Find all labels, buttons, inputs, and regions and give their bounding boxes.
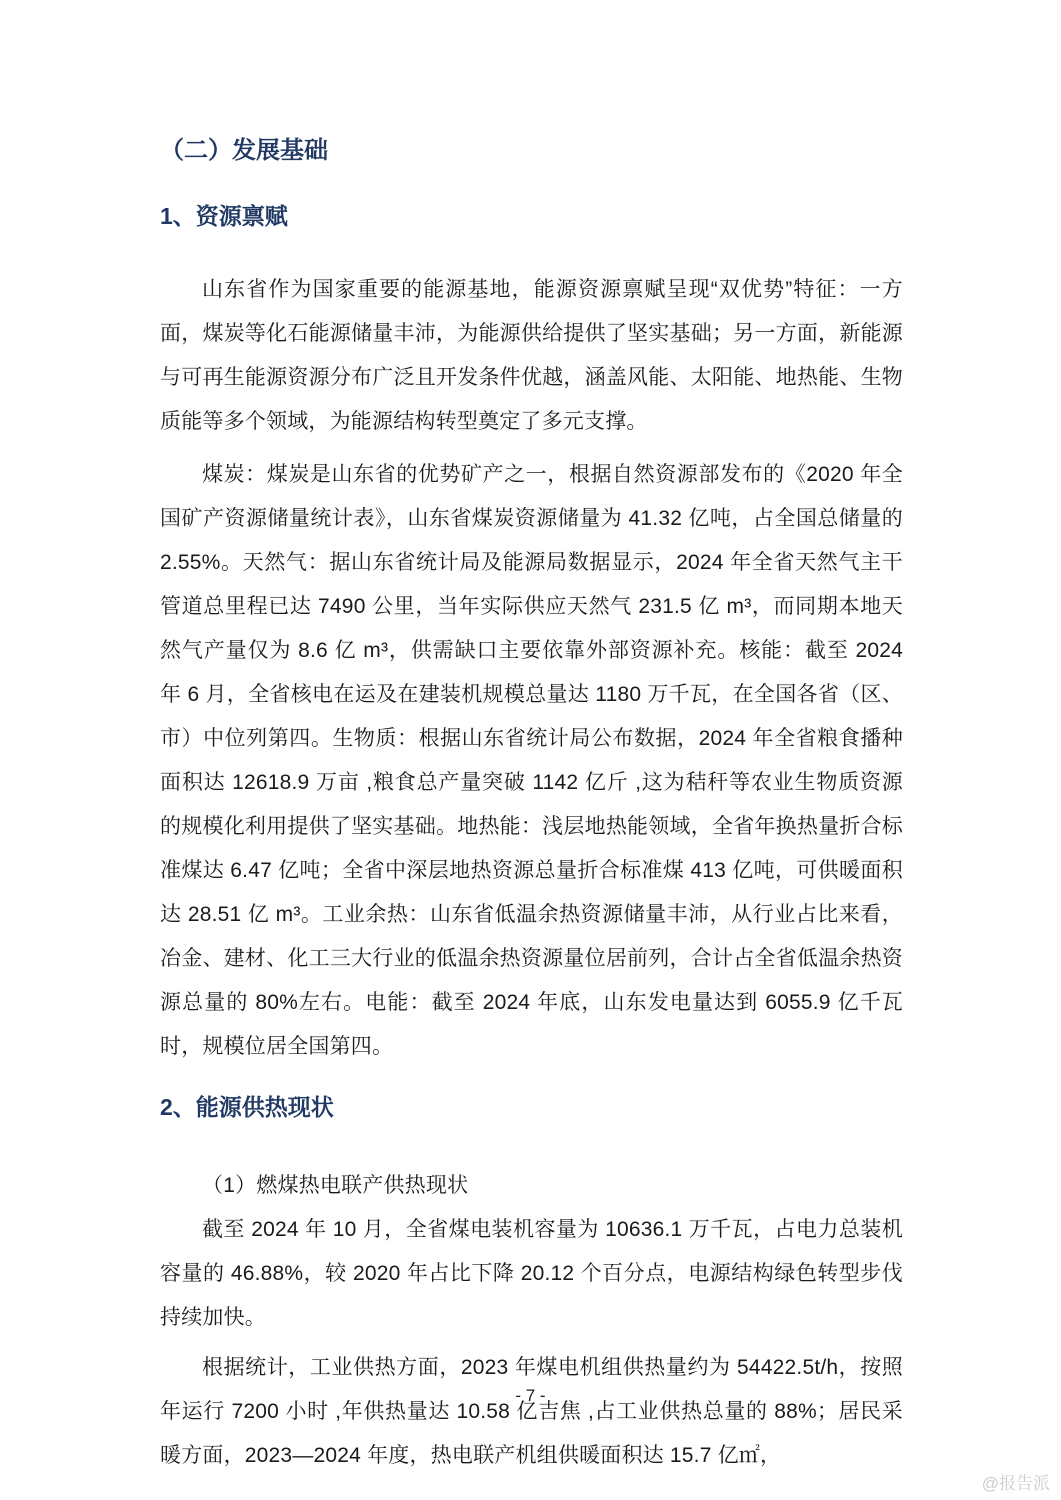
subsection-1-heading: 1、资源禀赋 [160, 203, 288, 229]
paragraph-resource-overview: 山东省作为国家重要的能源基地，能源资源禀赋呈现“双优势”特征：一方面，煤炭等化石能源储量丰沛，为能源供给提供了坚实基础；另一方面，新能源与可再生能源资源分布广泛且开发条件优越，涵盖风能、太阳能、地热能、生物质能等多个领域，为能源结构转型奠定了多元支撑。 [160, 278, 903, 433]
page-number: - 7 - [515, 1386, 546, 1405]
item-1-heading: （1）燃煤热电联产供热现状 [202, 1174, 469, 1197]
paragraph-coal-power-status: 截至 2024 年 10 月，全省煤电装机容量为 10636.1 万千瓦，占电力总装机容量的 46.88%，较 2020 年占比下降 20.12 个百分点，电源结构绿色转型步伐持续加快。 [160, 1218, 903, 1329]
paragraph-resource-details: 煤炭：煤炭是山东省的优势矿产之一，根据自然资源部发布的《2020 年全国矿产资源储量统计表》，山东省煤炭资源储量为 41.32 亿吨，占全国总储量的 2.55%。天然气：据山东省统计局及能源局数据显示，2024 年全省天然气主干管道总里程已达 7490 公里，当年实际供应天然气 231.5 亿 m³，而同期本地天然气产量仅为 8.6 亿 m³，供需缺口主要依靠外部资源补充。核能：截至 2024 年 6 月，全省核电在运及在建装机规模总量达 1180 万千瓦，在全国各省（区、市）中位列第四。生物质：根据山东省统计局公布数据，2024 年全省粮食播种面积达 12618.9 万亩 ,粮食总产量突破 1142 亿斤 ,这为秸秆等农业生物质资源的规模化利用提供了坚实基础。地热能：浅层地热能领域，全省年换热量折合标准煤达 6.47 亿吨；全省中深层地热资源总量折合标准煤 413 亿吨，可供暖面积达 28.51 亿 m³。工业余热：山东省低温余热资源储量丰沛，从行业占比来看，冶金、建材、化工三大行业的低温余热资源量位居前列，合计占全省低温余热资源总量的 80%左右。电能：截至 2024 年底，山东发电量达到 6055.9 亿千瓦时，规模位居全国第四。 [160, 463, 903, 1058]
section-heading: （二）发展基础 [160, 137, 328, 164]
paragraph-heating-statistics: 根据统计，工业供热方面，2023 年煤电机组供热量约为 54422.5t/h，按照年运行 7200 小时 ,年供热量达 10.58 亿吉焦 ,占工业供热总量的 88%；居民采暖方面，2023—2024 年度，热电联产机组供暖面积达 15.7 亿㎡， [160, 1356, 903, 1467]
subsection-2-heading: 2、能源供热现状 [160, 1094, 334, 1120]
watermark: @报告派 [981, 1474, 1050, 1493]
